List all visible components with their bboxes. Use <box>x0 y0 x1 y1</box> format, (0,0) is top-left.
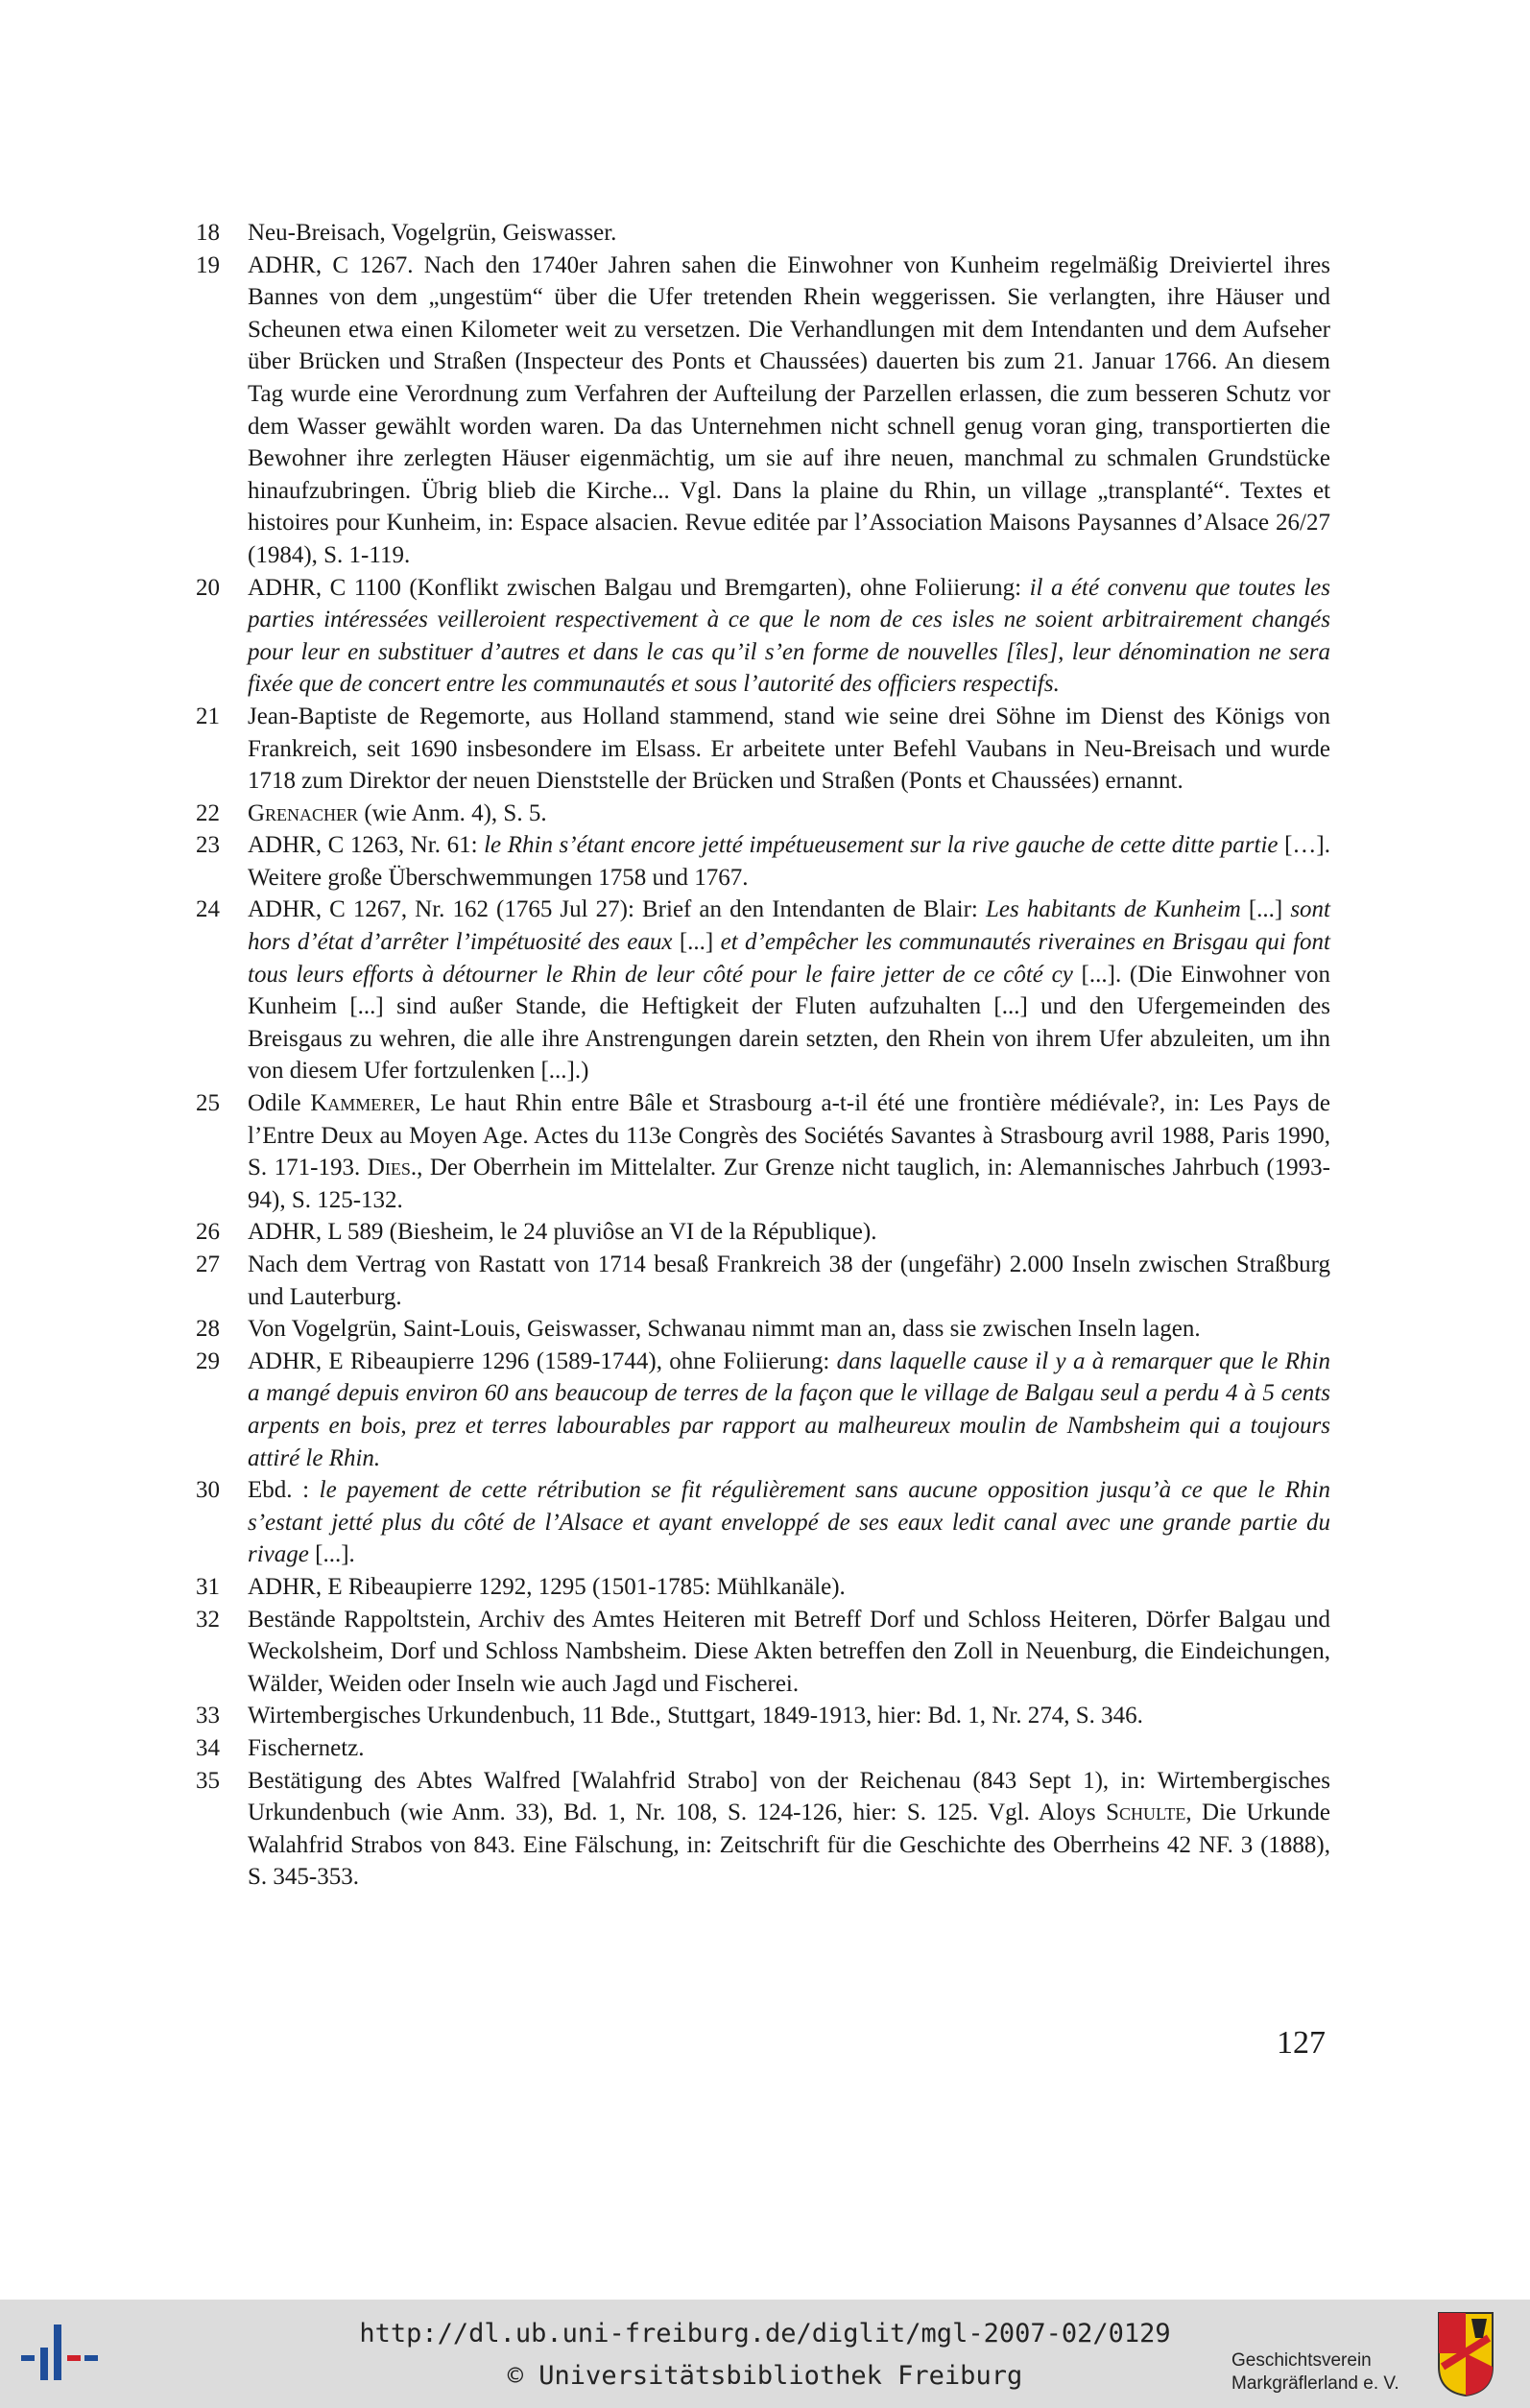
footnote-text-segment: le payement de cette rétribution se fit régulièrement sans aucune opposition jusqu’à ce que le Rhin s’estant jetté plus du côté de l’Alsace et ayant enveloppé de ses eaux ledit canal avec une grande partie du rivage <box>248 1477 1330 1568</box>
footnote-text-segment: Dies. <box>367 1155 418 1181</box>
footnote-text <box>248 220 616 246</box>
copyright-text: © Universitätsbibliothek Freiburg <box>507 2361 1023 2391</box>
footnote-text <box>248 800 547 826</box>
footnote-32 <box>196 1604 1330 1701</box>
footnote-text-segment: Kammerer <box>310 1090 416 1117</box>
footnote-text-segment: Les habitants de Kunheim <box>985 896 1241 923</box>
footnote-number: 22 <box>196 799 220 826</box>
footnote-text-segment: , Le haut Rhin entre Bâle et Strasbourg a-t-il été une frontière médiévale?, in: Les Pays de l’Entre Deux au Moyen Age. Actes du 113e Congrès des Sociétés Savantes à Strasbourg avril 1988, Paris 1990, S. 171-193. <box>248 1090 1330 1181</box>
footer-bar <box>0 2300 1530 2408</box>
footnote-text-segment: Fischernetz. <box>248 1734 365 1761</box>
footnote-text-segment: Bestätigung des Abtes Walfred [Walahfrid Strabo] von der Reichenau (843 Sept 1), in: Wirtembergisches Urkundenbuch (wie Anm. 33), Bd. 1, Nr. 108, S. 124-126, hier: S. 125. Vgl. Aloys <box>248 1767 1330 1826</box>
coat-of-arms-icon <box>1437 2309 1494 2397</box>
footnote-31 <box>196 1571 1330 1604</box>
footnote-number: 35 <box>196 1767 220 1794</box>
page-number: 127 <box>1277 2025 1326 2061</box>
footnote-text-segment: [...] <box>672 929 721 956</box>
footnote-text <box>248 252 1330 568</box>
footnote-number: 26 <box>196 1219 220 1246</box>
footnote-text <box>248 1090 1330 1213</box>
footnote-number: 24 <box>196 896 220 923</box>
footnote-text-segment: , Die Urkunde Walahfrid Strabos von 843. Eine Fälschung, in: Zeitschrift für die Geschichte des Oberrheins 42 NF. 3 (1888), S. 345-353. <box>248 1800 1330 1891</box>
footnote-27 <box>196 1249 1330 1313</box>
footnote-number: 20 <box>196 574 220 601</box>
footnote-text-segment: Grenacher <box>248 799 359 826</box>
footnote-text-segment: Ebd. : <box>248 1477 320 1504</box>
footnote-21 <box>196 701 1330 798</box>
footnote-20 <box>196 572 1330 701</box>
footnote-text-segment: il a été convenu que toutes les parties intéressées veilleroient respectivement à ce que le nom de ces isles ne soient arbitrairement changés pour leur en substituer d’autres et dans le cas qu’il s’en forme de nouvelles [îles], leur dénomination ne sera fixée que de concert entre les communautés et sous l’autorité des officiers respectifs. <box>248 574 1330 698</box>
footnote-text-segment: le Rhin s’étant encore jetté impétueusement sur la rive gauche de cette ditte partie <box>484 832 1279 859</box>
footnote-text-segment: Nach dem Vertrag von Rastatt von 1714 besaß Frankreich 38 der (ungefähr) 2.000 Inseln zwischen Straßburg und Lauterburg. <box>248 1252 1330 1310</box>
source-url-link[interactable]: http://dl.ub.uni-freiburg.de/diglit/mgl-2007-02/0129 <box>359 2319 1171 2348</box>
footnote-number: 27 <box>196 1252 220 1277</box>
footnote-number: 18 <box>196 220 220 246</box>
footnote-text-segment: ADHR, C 1267, Nr. 162 (1765 Jul 27): Brief an den Intendanten de Blair: <box>248 896 986 923</box>
footnote-text-segment: dans laquelle cause il y a à remarquer que le Rhin a mangé depuis environ 60 ans beaucoup de terres de la façon que le village de Balgau seul a perdu 4 à 5 cents arpents en bois, prez et terres labourables par rapport au malheureux moulin de Nambsheim qui a toujours attiré le Rhin. <box>248 1347 1330 1471</box>
footnote-19 <box>196 250 1330 572</box>
footnote-text <box>248 1477 1330 1567</box>
footnote-30 <box>196 1474 1330 1571</box>
footnote-text-segment: [...] <box>1240 896 1291 923</box>
footnotes-list <box>196 217 1330 1894</box>
publisher-line-2: Markgräflerland e. V. <box>1231 2373 1399 2394</box>
footnote-text-segment: ADHR, E Ribeaupierre 1292, 1295 (1501-1785: Mühlkanäle). <box>248 1573 846 1600</box>
footnote-34 <box>196 1732 1330 1765</box>
footnote-number: 25 <box>196 1090 220 1117</box>
footnote-text-segment: ADHR, E Ribeaupierre 1296 (1589-1744), ohne Foliierung: <box>248 1347 837 1374</box>
footnote-text-segment: (wie Anm. 4), S. 5. <box>358 799 547 826</box>
footnote-22 <box>196 798 1330 830</box>
footnote-number: 28 <box>196 1316 220 1343</box>
footnote-text-segment: ADHR, L 589 (Biesheim, le 24 pluviôse an VI de la République). <box>248 1219 877 1246</box>
footnote-text-segment: sont hors d’état d’arrêter l’impétuosité des eaux <box>248 896 1330 956</box>
footnote-text-segment: [...]. (Die Einwohner von Kunheim [...] sind außer Stande, die Heftigkeit der Fluten aufzuhalten [...] und den Ufergemeinden des Breisgaus zu wehren, die alle ihre Anstrengungen darein setzten, den Rhein von ihrem Ufer abzuleiten, um ihn von diesem Ufer fortzulenken [...].) <box>248 961 1331 1085</box>
footnote-text-segment: [...]. <box>308 1541 355 1568</box>
footnote-text <box>248 1607 1330 1697</box>
footnote-text-segment: Jean-Baptiste de Regemorte, aus Holland stammend, stand wie seine drei Söhne im Dienst des Königs von Frankreich, seit 1690 insbesondere im Elsass. Er arbeitete unter Befehl Vaubans in Neu-Breisach und wurde 1718 zum Direktor der neuen Dienststelle der Brücken und Straßen (Ponts et Chaussées) ernannt. <box>248 703 1330 795</box>
footnote-number: 33 <box>196 1703 220 1729</box>
footnote-text <box>248 1316 1201 1342</box>
footnote-number: 19 <box>196 251 220 278</box>
footnote-number: 23 <box>196 832 220 859</box>
footnote-number: 32 <box>196 1606 220 1633</box>
footnote-text <box>248 1219 876 1245</box>
footnote-text-segment: ADHR, C 1263, Nr. 61: <box>248 832 485 859</box>
footnote-text <box>248 1252 1330 1310</box>
footnote-text-segment: […]. Weitere große Überschwemmungen 1758 und 1767. <box>248 832 1330 891</box>
footnote-33 <box>196 1700 1330 1732</box>
footnote-24 <box>196 894 1330 1087</box>
footnote-text <box>248 832 1330 891</box>
footnote-text-segment: Wirtembergisches Urkundenbuch, 11 Bde., Stuttgart, 1849-1913, hier: Bd. 1, Nr. 274, S. 346. <box>248 1703 1143 1729</box>
footnote-text-segment: Von Vogelgrün, Saint-Louis, Geiswasser, Schwanau nimmt man an, dass sie zwischen Inseln lagen. <box>248 1316 1201 1343</box>
footnote-text <box>248 1735 364 1761</box>
footnote-text <box>248 1574 846 1600</box>
footnote-text <box>248 703 1330 794</box>
footnote-text-segment: Neu-Breisach, Vogelgrün, Geiswasser. <box>248 220 617 246</box>
footnote-35 <box>196 1765 1330 1894</box>
footnote-text-segment: Bestände Rappoltstein, Archiv des Amtes Heiteren mit Betreff Dorf und Schloss Heiteren, Dörfer Balgau und Weckolsheim, Dorf und Schloss Nambsheim. Diese Akten betreffen den Zoll in Neuenburg, die Eindeichungen, Wälder, Weiden oder Inseln wie auch Jagd und Fischerei. <box>248 1606 1330 1697</box>
footnote-28 <box>196 1313 1330 1346</box>
footnote-number: 31 <box>196 1573 220 1600</box>
footnote-number: 30 <box>196 1477 220 1504</box>
footnote-text <box>248 1768 1330 1891</box>
footnote-text-segment: , Der Oberrhein im Mittelalter. Zur Grenze nicht tauglich, in: Alemannisches Jahrbuch (1993-94), S. 125-132. <box>248 1155 1330 1213</box>
footnote-text-segment: Odile <box>248 1090 311 1117</box>
footnote-text-segment: ADHR, C 1267. Nach den 1740er Jahren sahen die Einwohner von Kunheim regelmäßig Dreiviertel ihres Bannes von dem „ungestüm“ über die Ufer tretenden Rhein weggerissen. Sie verlangten, ihre Häuser und Scheunen etwa einen Kilometer weit zu versetzen. Die Verhandlungen mit dem Intendanten und dem Aufseher über Brücken und Straßen (Inspecteur des Ponts et Chaussées) dauerten bis zum 21. Januar 1766. An diesem Tag wurde eine Verordnung zum Verfahren der Aufteilung der Parzellen erlassen, die zum besseren Schutz vor dem Wasser gewählt worden waren. Da das Unternehmen nicht schnell genug voran ging, transportierten die Bewohner ihre zerlegten Häuser eigenmächtig, um sie auf ihre neuen, manchmal zu schmalen Grundstücke hinaufzubringen. Übrig blieb die Kirche... Vgl. Dans la plaine du Rhin, un village „transplanté“. Textes et histoires pour Kunheim, in: Espace alsacien. Revue editée par l’Association Maisons Paysannes d’Alsace 26/27 (1984), S. 1-119. <box>248 251 1330 568</box>
footnote-text-segment: et d’empêcher les communautés riveraines en Brisgau qui font tous leurs efforts à détourner le Rhin de leur côté pour le faire jetter de ce côté cy <box>248 929 1330 988</box>
footnote-23 <box>196 829 1330 894</box>
footnote-number: 34 <box>196 1734 220 1761</box>
footnote-text <box>248 1348 1330 1471</box>
footnote-25 <box>196 1087 1330 1216</box>
footnote-text <box>248 1703 1143 1729</box>
footnote-29 <box>196 1346 1330 1474</box>
footnote-26 <box>196 1216 1330 1249</box>
footnote-number: 29 <box>196 1347 220 1374</box>
footnote-18 <box>196 217 1330 250</box>
footnote-text-segment: Schulte <box>1106 1800 1186 1826</box>
footnote-number: 21 <box>196 703 220 729</box>
footnote-text-segment: ADHR, C 1100 (Konflikt zwischen Balgau und Bremgarten), ohne Foliierung: <box>248 574 1030 601</box>
footnote-text <box>248 575 1330 698</box>
footnote-text <box>248 896 1330 1084</box>
publisher-name <box>1231 2349 1399 2396</box>
publisher-line-1: Geschichtsverein <box>1231 2350 1372 2371</box>
